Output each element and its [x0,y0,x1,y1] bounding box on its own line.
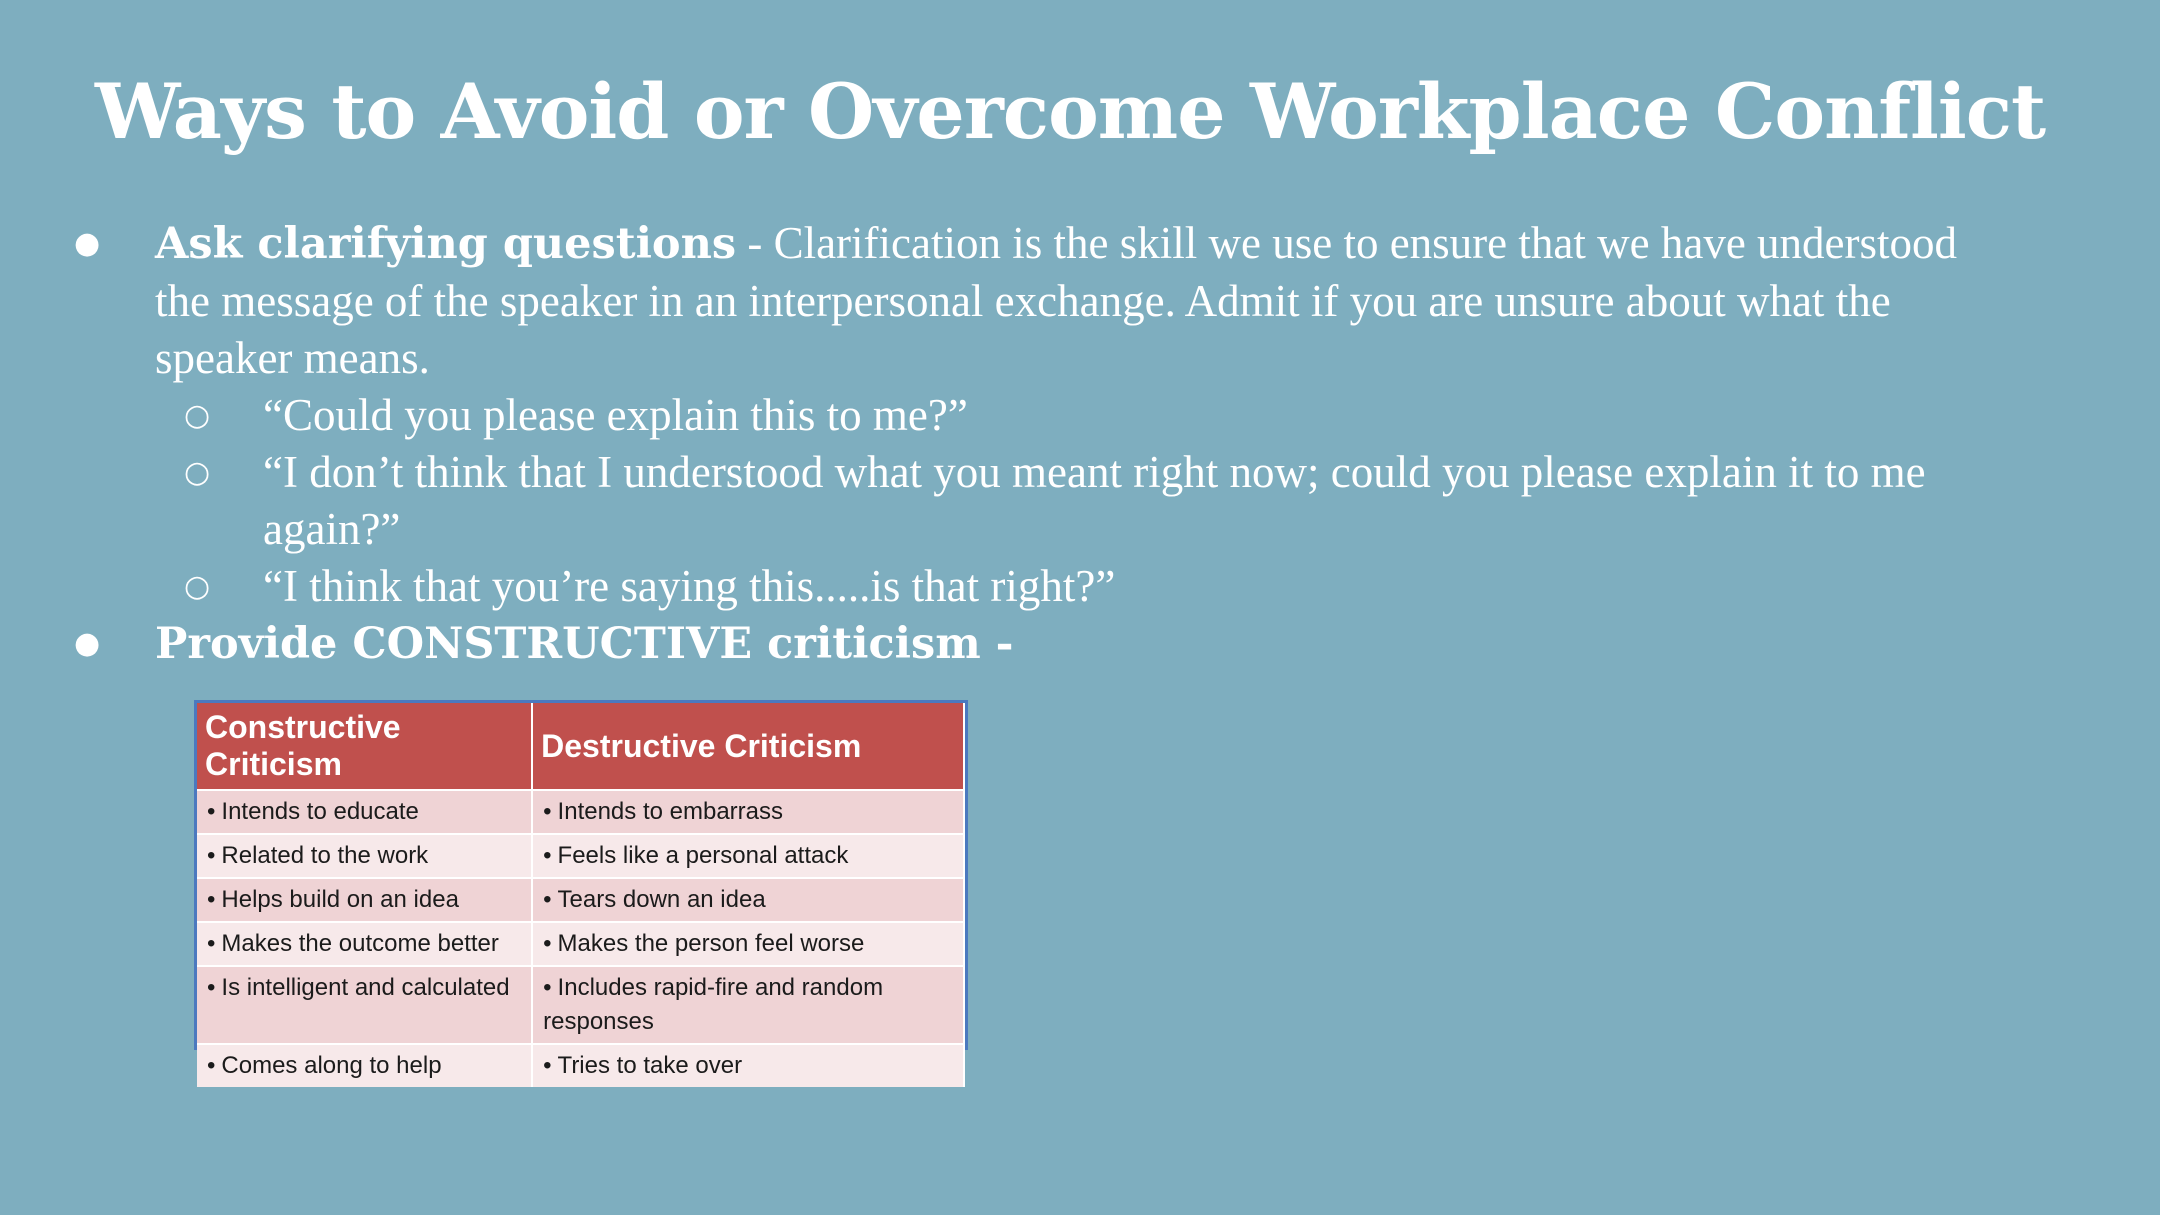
table-row [197,966,964,1044]
bullet-icon: • [543,930,552,957]
bullet-icon: • [543,1052,552,1079]
table-cell [197,966,532,1044]
table-header-row [197,703,964,790]
sub-bullet-text: “I don’t think that I understood what you meant right now; could you please explain it to me again?” [263,447,1926,554]
bullet-icon: • [207,930,216,957]
table-cell [532,922,964,966]
bullet-icon: • [207,798,216,825]
bullet-dot-icon: ● [74,226,101,261]
bullet-heading: Provide CONSTRUCTIVE criticism [155,619,981,669]
slide-content [0,215,2160,673]
bullet-icon: • [207,1052,216,1079]
bullet-icon: • [207,974,216,1001]
table-cell [197,878,532,922]
column-header-destructive: Destructive Criticism [532,703,964,790]
sub-bullet-item [0,444,2160,558]
slide-title: Ways to Avoid or Overcome Workplace Conflict [95,67,2046,156]
table-cell [532,966,964,1044]
bullet-icon: • [543,842,552,869]
bullet-dot-icon: ● [74,626,101,661]
cell-text: Makes the outcome better [221,930,499,957]
criticism-comparison-table [194,700,968,1079]
bullet-icon: • [207,886,216,913]
bullet-icon: • [543,886,552,913]
table-row [197,834,964,878]
sub-bullet-circle-icon: ○ [184,569,211,604]
bullet-item [0,615,2160,673]
table-cell [197,790,532,834]
cell-text: Includes rapid-fire and random responses [543,974,884,1035]
cell-text: Intends to educate [221,798,419,825]
table-cell [532,790,964,834]
cell-text: Helps build on an idea [221,886,459,913]
table-cell [532,878,964,922]
table-cell [197,922,532,966]
sub-bullet-circle-icon: ○ [184,455,211,490]
cell-text: Feels like a personal attack [557,842,849,869]
cell-text: Is intelligent and calculated [221,974,510,1001]
column-header-constructive: Constructive Criticism [197,703,532,790]
bullet-item [0,215,2160,387]
table-cell [532,1044,964,1087]
bullet-heading: Ask clarifying questions [155,219,737,269]
cell-text: Tries to take over [557,1052,743,1079]
cell-text: Comes along to help [221,1052,442,1079]
table-row [197,1044,964,1087]
table-row [197,878,964,922]
cell-text: Related to the work [221,842,429,869]
table-row [197,790,964,834]
bullet-icon: • [207,842,216,869]
sub-bullet-item [0,387,2160,444]
criticism-table [197,703,965,1087]
sub-bullet-circle-icon: ○ [184,398,211,433]
cell-text: Makes the person feel worse [557,930,865,957]
bullet-icon: • [543,798,552,825]
bullet-icon: • [543,974,552,1001]
sub-bullet-item [0,558,2160,615]
sub-bullet-text: “I think that you’re saying this.....is that right?” [263,561,1116,611]
sub-bullet-text: “Could you please explain this to me?” [263,390,968,440]
table-row [197,922,964,966]
bullet-text: - [980,619,1014,669]
table-cell [197,834,532,878]
cell-text: Tears down an idea [557,886,766,913]
table-cell [197,1044,532,1087]
cell-text: Intends to embarrass [557,798,783,825]
bullet-text: - Clarification is the skill we use to ensure that we have understood the message of the speaker in an interpersonal exchange. Admit if you are unsure about what the speaker means. [155,218,1958,383]
table-cell [532,834,964,878]
